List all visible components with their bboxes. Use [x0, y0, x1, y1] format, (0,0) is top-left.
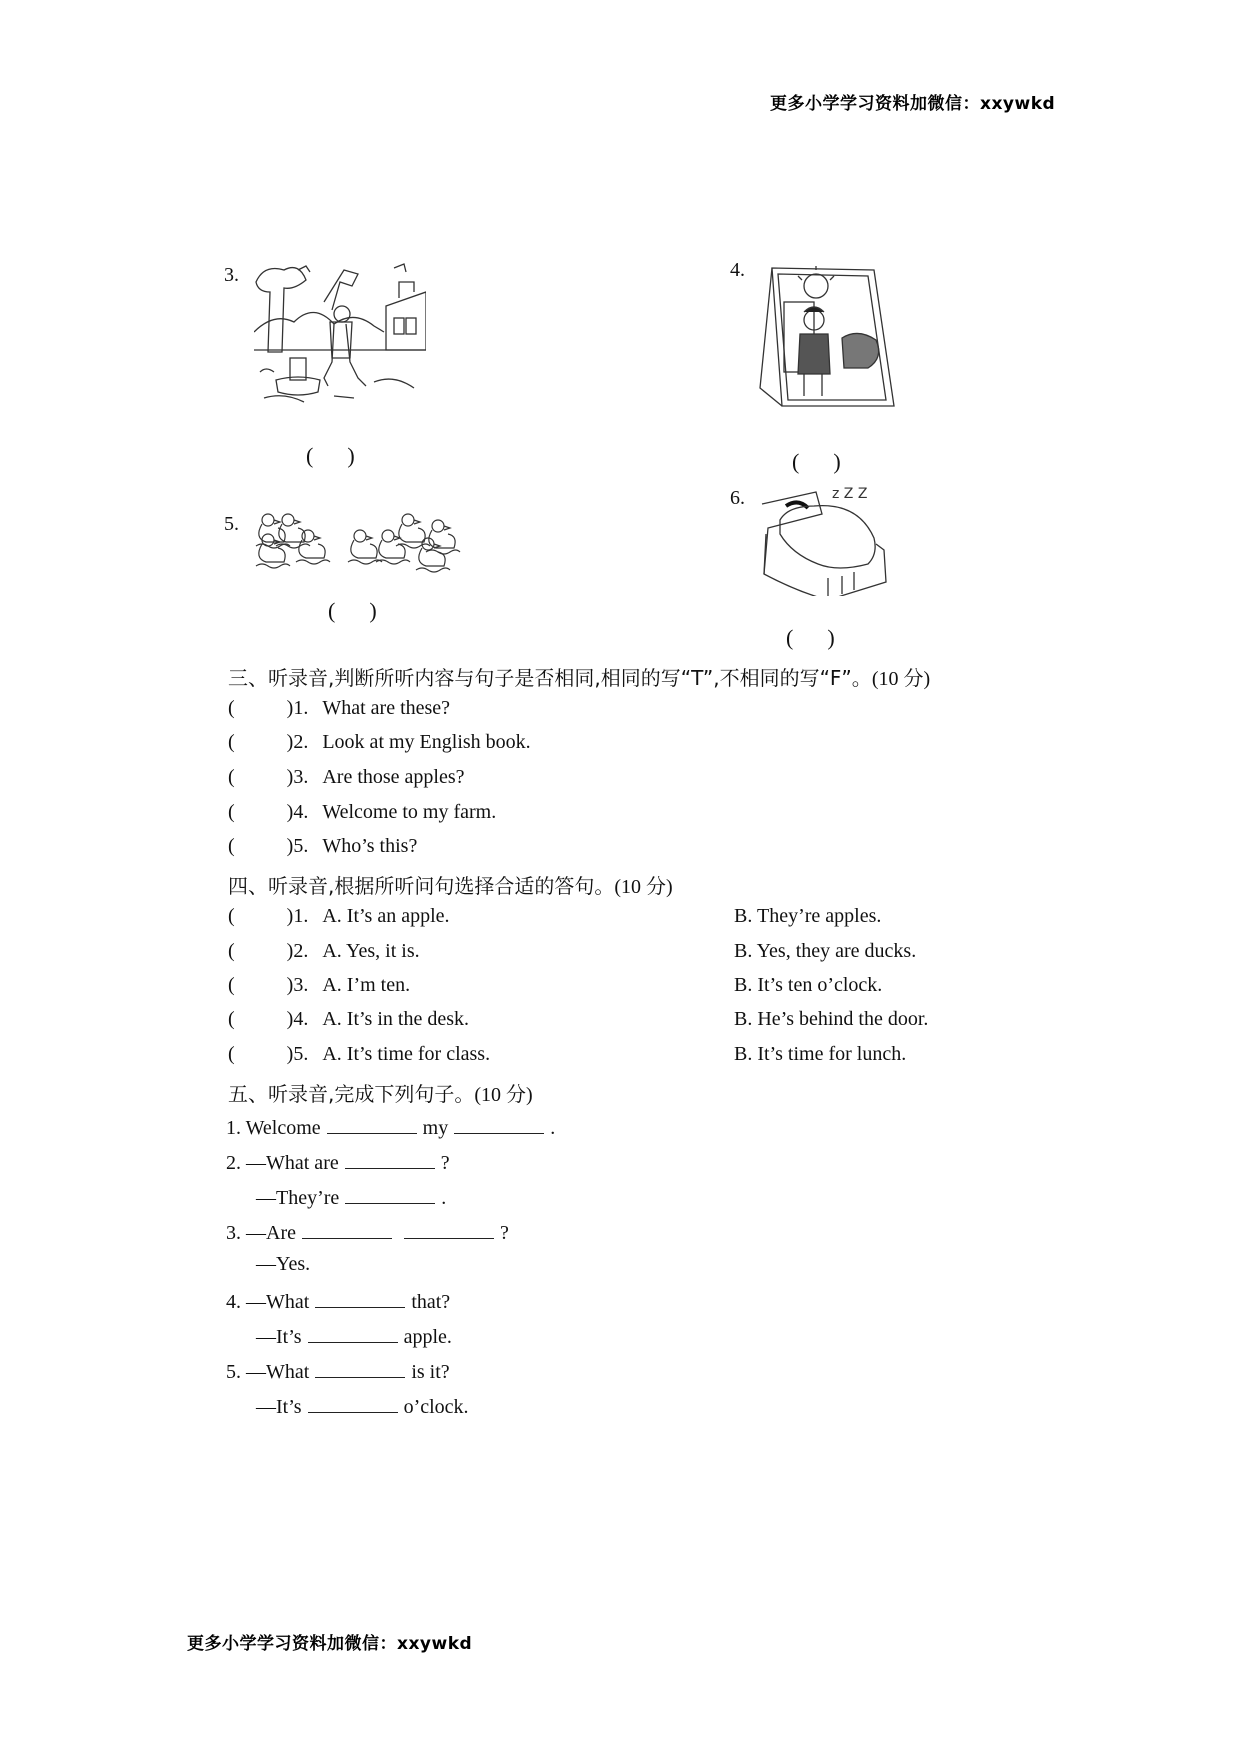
blank-input[interactable] — [327, 1113, 417, 1134]
section-5-item-1: 1. Welcome my . — [226, 1113, 555, 1140]
section-5-item-2-a: —They’re . — [256, 1183, 446, 1210]
watermark-top: 更多小学学习资料加微信：xxywkd — [770, 94, 1056, 114]
section-3-item-1: ( )1. What are these? — [228, 697, 451, 719]
option-a: A. It’s time for class. — [322, 1043, 491, 1065]
answer-paren[interactable]: ( — [228, 801, 235, 823]
answer-paren[interactable]: ( — [228, 905, 235, 927]
svg-text:z Z Z: z Z Z — [832, 486, 868, 502]
answer-paren[interactable]: ( — [228, 974, 235, 996]
option-a: A. It’s an apple. — [322, 905, 450, 927]
section-3-item-5: ( )5. Who’s this? — [228, 835, 418, 857]
answer-paren[interactable]: ( — [228, 731, 235, 753]
section-3-title: 三、听录音,判断所听内容与句子是否相同,相同的写“T”,不相同的写“F”。(10 分) — [228, 666, 931, 690]
option-a: A. It’s in the desk. — [322, 1008, 469, 1030]
answer-paren-3[interactable]: ( ) — [306, 443, 355, 468]
picture-number-4: 4. — [730, 259, 745, 281]
section-4-item-4: ( )4. A. It’s in the desk. B. He’s behind the door. — [228, 1008, 929, 1030]
picture-number-6: 6. — [730, 487, 745, 509]
section-5-item-3-q: 3. —Are ? — [226, 1218, 509, 1245]
section-3-item-4: ( )4. Welcome to my farm. — [228, 801, 497, 823]
blank-input[interactable] — [345, 1183, 435, 1204]
answer-paren-5[interactable]: ( ) — [328, 598, 377, 623]
section-4-item-2: ( )2. A. Yes, it is. B. Yes, they are ducks. — [228, 940, 917, 962]
blank-input[interactable] — [308, 1392, 398, 1413]
option-b: B. He’s behind the door. — [734, 1008, 929, 1030]
blank-input[interactable] — [345, 1148, 435, 1169]
blank-input[interactable] — [302, 1218, 392, 1239]
section-4-item-5: ( )5. A. It’s time for class. B. It’s time for lunch. — [228, 1043, 907, 1065]
answer-paren[interactable]: ( — [228, 940, 235, 962]
section-5-item-5-a: —It’s o’clock. — [256, 1392, 469, 1419]
boy-photo-frame-picture — [758, 258, 900, 420]
section-5-item-4-a: —It’s apple. — [256, 1322, 452, 1349]
section-4-item-3: ( )3. A. I’m ten. B. It’s ten o’clock. — [228, 974, 883, 996]
section-3-item-3: ( )3. Are those apples? — [228, 766, 465, 788]
section-4-item-1: ( )1. A. It’s an apple. B. They’re apples. — [228, 905, 882, 927]
option-b: B. They’re apples. — [734, 905, 882, 927]
blank-input[interactable] — [315, 1357, 405, 1378]
answer-paren[interactable]: ( — [228, 835, 235, 857]
answer-paren-4[interactable]: ( ) — [792, 449, 841, 474]
section-5-item-3-a: —Yes. — [256, 1253, 311, 1275]
answer-paren[interactable]: ( — [228, 1043, 235, 1065]
watermark-bottom: 更多小学学习资料加微信：xxywkd — [187, 1634, 473, 1654]
section-5-item-4-q: 4. —What that? — [226, 1287, 450, 1314]
section-3-item-2: ( )2. Look at my English book. — [228, 731, 531, 753]
section-5-title: 五、听录音,完成下列句子。(10 分) — [228, 1082, 533, 1106]
answer-paren[interactable]: ( — [228, 697, 235, 719]
blank-input[interactable] — [454, 1113, 544, 1134]
option-b: B. It’s time for lunch. — [734, 1043, 907, 1065]
boy-chopping-wood-picture — [254, 262, 426, 414]
blank-input[interactable] — [315, 1287, 405, 1308]
sleeping-in-bed-picture — [758, 484, 898, 596]
answer-paren[interactable]: ( — [228, 1008, 235, 1030]
blank-input[interactable] — [404, 1218, 494, 1239]
picture-number-5: 5. — [224, 513, 239, 535]
option-b: B. Yes, they are ducks. — [734, 940, 917, 962]
section-5-item-5-q: 5. —What is it? — [226, 1357, 450, 1384]
section-4-title: 四、听录音,根据所听问句选择合适的答句。(10 分) — [228, 874, 673, 898]
option-a: A. Yes, it is. — [322, 940, 420, 962]
option-a: A. I’m ten. — [322, 974, 411, 996]
ducks-picture — [254, 510, 474, 576]
answer-paren[interactable]: ( — [228, 766, 235, 788]
picture-number-3: 3. — [224, 264, 239, 286]
blank-input[interactable] — [308, 1322, 398, 1343]
option-b: B. It’s ten o’clock. — [734, 974, 883, 996]
answer-paren-6[interactable]: ( ) — [786, 625, 835, 650]
section-5-item-2-q: 2. —What are ? — [226, 1148, 450, 1175]
